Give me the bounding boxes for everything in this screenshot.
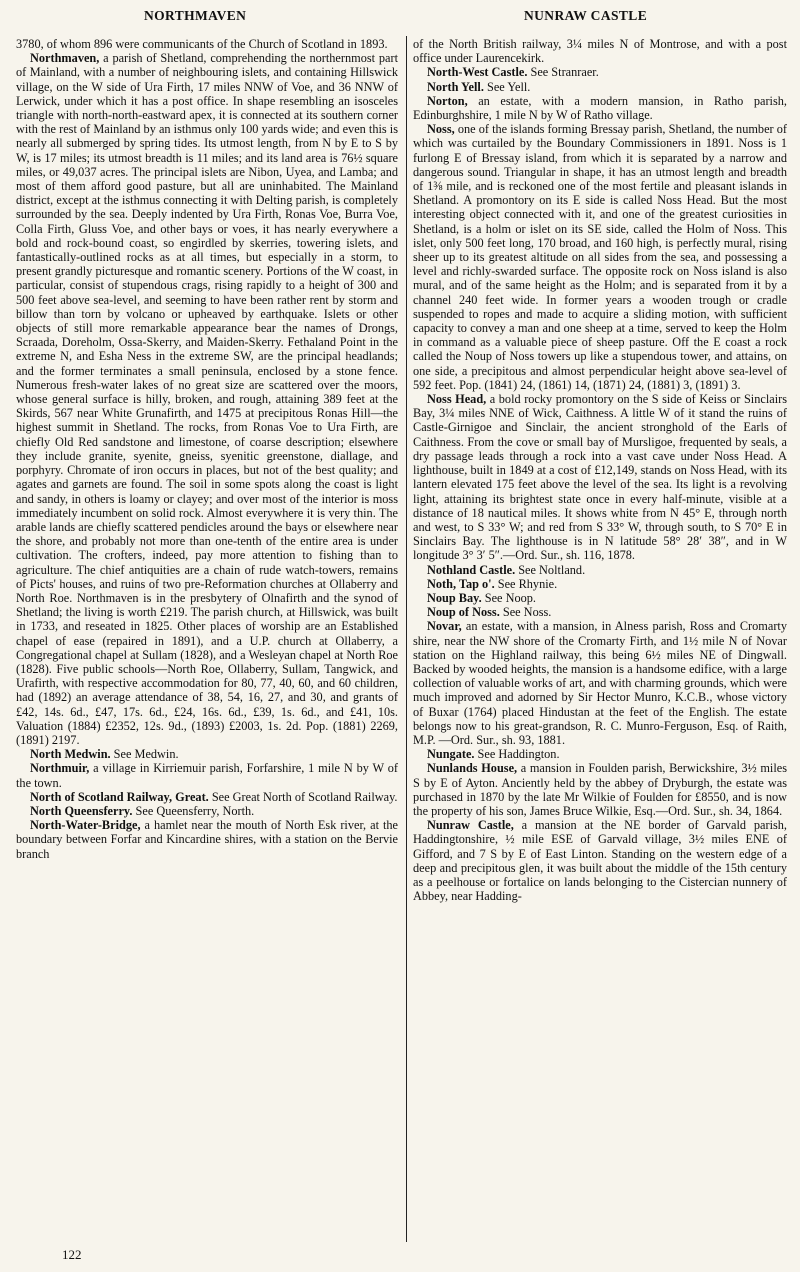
left-column (16, 37, 398, 1237)
column-divider (406, 36, 407, 1242)
entry: Nothland Castle. See Noltland. (427, 562, 586, 577)
entry: North of Scotland Railway, Great. See Great North of Scotland Railway. (30, 789, 398, 804)
entry: Northmuir, a village in Kirriemuir parish, Forfarshire, 1 mile N by W of the town. (16, 761, 398, 790)
entry: Noup of Noss. See Noss. (427, 605, 552, 620)
entry: 3780, of whom 896 were communicants of the Church of Scotland in 1893. (16, 37, 388, 51)
entry: of the North British railway, 3¼ miles N of Montrose, and with a post office under Laurencekirk. (413, 37, 787, 66)
entry: North Queensferry. See Queensferry, North. (30, 803, 255, 818)
entry: Norton, an estate, with a modern mansion, in Ratho parish, Edinburghshire, 1 mile N by W of Ratho village. (413, 93, 787, 123)
right-column (413, 37, 787, 1237)
entry: North Medwin. See Medwin. (30, 747, 179, 762)
header-left: NORTHMAVEN (144, 8, 247, 23)
running-header (0, 8, 800, 30)
entry: Noss, one of the islands forming Bressay parish, Shetland, the number of which was curtailed by the Boundary Commissioners in 1891. Noss is 1 furlong E of Bressay island, from which it is separated by a narrow and dangerous sound. Triangular in shape, it has an utmost length and breadth of 1⅜ mile, and is reckoned one of the most fertile and pleasant islands in Shetland. A promontory on its E side is called Noss Head. But the most interesting object connected with it, and one of the greatest curiosities in Shetland, is a holm or islet on its SE side, called the Holm of Noss. This islet, only 500 feet long, 170 broad, and 160 high, is perfectly mural, rising sheer up to its greatest altitude on all sides from the sea, and possessing a level and richly-swarded surface. The opposite rock on Noss island is also mural, and of the same height as the Holm; and is separated from it by a channel 240 feet wide. In former years a wooden trough or cradle suspended to ropes and made to acquire a sliding motion, with sufficient capacity to convey a man and one sheep at a time, served to keep the Holm in command as a valuable piece of sheep pasture. Off the E coast a rock called the Noup of Noss towers up like a stupendous tower, and attains, on one side, a precipitous and almost perpendicular height above sea-level of 592 feet. Pop. (1841) 24, (1861) 14, (1871) 24, (1881) 3, (1891) 3. (413, 122, 787, 392)
entry: North-West Castle. See Stranraer. (427, 65, 599, 80)
entry: Nunraw Castle, a mansion at the NE border of Garvald parish, Haddingtonshire, ½ mile ESE of Garvald village, 3½ miles ENE of Gifford, and 7 S by E of East Linton. Standing on the western edge of a deep and precipitous glen, it was built about the middle of the 15th century as a peelhouse or fortalice on lands belonging to the Cistercian nunnery of Abbey, near Hadding- (413, 818, 787, 904)
entry: Nunlands House, a mansion in Foulden parish, Berwickshire, 3½ miles S by E of Ayton. Anciently held by the abbey of Dryburgh, the estate was purchased in 1870 by the late Mr Wilkie of Foulden for £8550, and is now the property of his son, James Bruce Wilkie, Esq.—Ord. Sur., sh. 34, 1864. (413, 761, 787, 818)
header-right: NUNRAW CASTLE (524, 8, 648, 23)
entry: Noth, Tap o'. See Rhynie. (427, 576, 558, 591)
entry: North Yell. See Yell. (427, 79, 531, 94)
entry: Northmaven, a parish of Shetland, comprehending the northernmost part of Mainland, with a number of neighbouring islets, and containing Hillswick village, on the W side of Ura Firth, 17 miles NNW of Voe, and 36 NNW of Lerwick, under which it has a post office. In shape resembling an isosceles triangle with north-north-eastward apex, it is connected at its southern corner with the rest of Mainland by an isthmus only 100 yards wide; and even this is nearly all submerged by spring tides. Its utmost length, from N by E to S by W, is 17 miles; its utmost breadth is 11 miles; and its land area is 76½ square miles, or 49,037 acres. The principal islets are Nibon, Uyea, and Lamba; and most of them afford good pasture, but all are uninhabited. The Mainland district, except at the isthmus connecting it with Delting parish, is completely surrounded by the sea. Deeply indented by Ura Firth, Ronas Voe, Burra Voe, Colla Firth, Gluss Voe, and other bays or voes, it has nearly everywhere a bold and rock-bound coast, so engirdled by skerries, towering islets, and fantastically-outlined rocks as at all times, but especially in a storm, to present grandly picturesque and romantic scenery. Portions of the W coast, in particular, consist of stupendous crags, rising rapidly to a height of 300 and 500 feet above sea-level, and seeming to have been rather rent by storm and billow than torn by volcano or upheaved by earthquake. Islets or other objects of still more remarkable appearance bear the names of Drongs, Scraada, Doreholm, Ossa-Skerry, and Maiden-Skerry. Fethaland Point in the extreme N, and Esha Ness in the extreme SW, are the principal headlands; and the former terminates a small peninsula, enclosed by a stone fence. Numerous fresh-water lakes of no great size are scattered over the moors, whose general surface is hilly, broken, and rough, attaining 389 feet at the Skirds, 567 near White Grunafirth, and 1475 at precipitous Ronas Hill—the highest summit in Shetland. The rocks, from Ronas Voe to Ura Firth, are chiefly Old Red sandstone and limestone, of coarse description; elsewhere they include granite, syenite, gneiss, syenitic greenstone, diallage, and porphyry. Chromate of iron occurs in places, but not of the best quality; and agates and garnets are found. The soil in some spots along the coast is light and sandy, in others is loamy or clayey; and over most of the interior is moss immediately incumbent on solid rock. Almost everywhere it is very thin. The arable lands are chiefly scattered pendicles around the bays or elsewhere near the shore, and probably not more than one-tenth of the entire area is under cultivation. The crofters, indeed, pay more attention to fishing than to agriculture. The chief antiquities are a chain of rude watch-towers, remains of Picts' houses, and ruins of two pre-Reformation churches at Ollaberry and North Roe. Northmaven is in the presbytery of Olnafirth and the synod of Shetland; the living is worth £219. The parish church, at Hillswick, was built in 1733, and reseated in 1825. Other places of worship are an Established chapel of ease (repaired in 1891), and a U.P. church at Ollaberry, a Congregational chapel at Sullam (1828), and a Wesleyan chapel at North Roe (1828). Five public schools—North Roe, Ollaberry, Sullam, Tangwick, and Urafirth, with respective accommodation for 80, 77, 40, 60, and 60 children, had (1892) an average attendance of 38, 54, 16, 27, and 30, and grants of £42, 14s. 6d., £47, 17s. 6d., £24, 16s. 6d., £39, 1s. 6d., and £41, 10s. Valuation (1884) £2352, 12s. 9d., (1893) £2003, 1s. 2d. Pop. (1881) 2269, (1891) 2197. (16, 51, 398, 747)
entry: Nungate. See Haddington. (427, 747, 560, 762)
entry: Noup Bay. See Noop. (427, 590, 536, 605)
page-number: 122 (62, 1247, 82, 1262)
entry: North-Water-Bridge, a hamlet near the mouth of North Esk river, at the boundary between Forfar and Kincardine shires, with a station on the Bervie branch (16, 818, 398, 861)
entry: Novar, an estate, with a mansion, in Alness parish, Ross and Cromarty shire, near the NW shore of the Cromarty Firth, and 1½ mile N of Novar station on the Highland railway, this being 6½ miles NE of Dingwall. Backed by wooded heights, the mansion is a handsome edifice, with a large collection of valuable works of art, and with charming grounds, which were much improved and adorned by Sir Hector Munro, K.C.B., whose victory of Buxar (1764) placed Hindustan at the feet of the English. The estate belongs now to his great-grandson, R. C. Munro-Ferguson, Esq. of Raith, M.P. —Ord. Sur., sh. 93, 1881. (413, 619, 787, 747)
entry: Noss Head, a bold rocky promontory on the S side of Keiss or Sinclairs Bay, 3¼ miles NNE of Wick, Caithness. A little W of it stand the ruins of Castle-Girnigoe and Sinclair, the ancient stronghold of the Earls of Caithness. From the cove or small bay of Mursligoe, frequented by seals, a dry passage leads through a rock into a vast cave under Noss Head. A lighthouse, built in 1849 at a cost of £12,149, stands on Noss Head, with its lantern elevated 175 feet above the level of the sea. Its light is a revolving light, attaining its brightest state once in every half-minute, visible at a distance of 18 nautical miles. It shows white from N 45° E, through north and west, to S 33° W; and red from S 33° W, through south, to S 70° E in Sinclairs Bay. The lighthouse is in N latitude 58° 28′ 38″, and in W longitude 3° 3′ 5″.—Ord. Sur., sh. 116, 1878. (413, 392, 787, 563)
